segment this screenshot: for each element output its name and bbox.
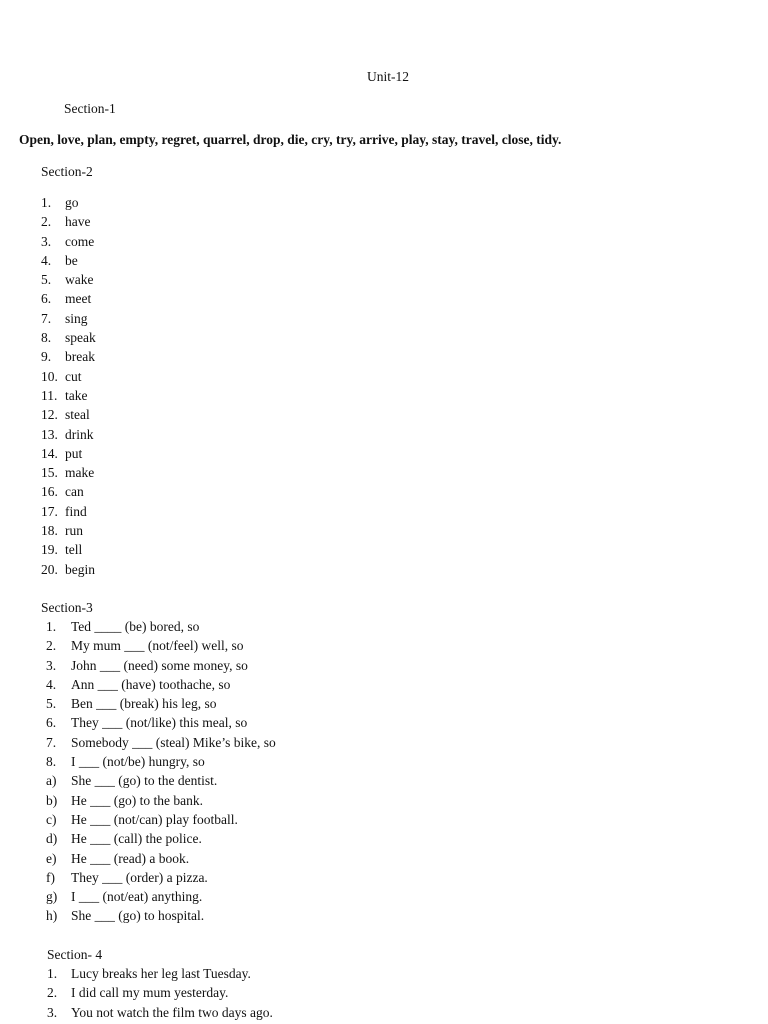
- item-number: 6.: [46, 715, 57, 731]
- item-text: She ___ (go) to hospital.: [71, 908, 205, 924]
- list-item: [46, 656, 276, 675]
- item-text: Ben ___ (break) his leg, so: [71, 696, 217, 712]
- item-text: He ___ (go) to the bank.: [71, 792, 203, 808]
- list-item: [46, 733, 276, 752]
- item-number: 2.: [47, 985, 58, 1001]
- list-item: [41, 405, 96, 424]
- item-text: sing: [65, 310, 88, 326]
- list-item: [41, 502, 96, 521]
- list-item: [41, 289, 96, 308]
- list-item: [41, 425, 96, 444]
- item-number: 15.: [41, 465, 58, 481]
- item-number: 4.: [41, 252, 52, 268]
- list-item: [41, 232, 96, 251]
- item-text: He ___ (call) the police.: [71, 831, 202, 847]
- item-text: He ___ (read) a book.: [71, 850, 190, 866]
- item-number: 3.: [41, 233, 52, 249]
- list-item: [41, 309, 96, 328]
- item-number: 19.: [41, 542, 58, 558]
- list-item: [41, 386, 96, 405]
- list-item: [46, 849, 276, 868]
- page-title: Unit-12: [367, 69, 409, 84]
- section-2-list: [41, 193, 96, 579]
- item-letter: a): [46, 773, 57, 789]
- item-letter: h): [46, 908, 58, 924]
- list-item: [46, 887, 276, 906]
- item-text: run: [65, 523, 83, 539]
- list-item: [46, 617, 276, 636]
- section-4-heading: Section- 4: [47, 947, 103, 962]
- section-3-heading: Section-3: [41, 600, 93, 615]
- section-4-list: [47, 964, 273, 1022]
- item-number: 5.: [46, 696, 57, 712]
- item-letter: g): [46, 889, 58, 905]
- item-text: Ted ____ (be) bored, so: [71, 619, 200, 634]
- list-item: [41, 347, 96, 366]
- item-number: 14.: [41, 445, 58, 461]
- section-3-list: [46, 617, 276, 926]
- item-text: He ___ (not/can) play football.: [71, 811, 238, 827]
- section-2-heading: Section-2: [41, 164, 93, 179]
- list-item: [41, 444, 96, 463]
- item-text: I ___ (not/eat) anything.: [71, 889, 203, 905]
- list-item: [46, 752, 276, 771]
- list-item: [41, 193, 96, 212]
- item-text: speak: [65, 330, 96, 346]
- list-item: [41, 463, 96, 482]
- item-text: can: [65, 484, 84, 500]
- item-text: steal: [65, 407, 90, 423]
- list-item: [46, 791, 276, 810]
- item-number: 8.: [46, 754, 57, 770]
- item-number: 18.: [41, 523, 58, 539]
- item-text: wake: [65, 272, 94, 288]
- list-item: [41, 482, 96, 501]
- item-number: 4.: [46, 676, 57, 692]
- item-text: Ann ___ (have) toothache, so: [71, 676, 231, 692]
- item-text: Somebody ___ (steal) Mike’s bike, so: [71, 734, 276, 750]
- item-number: 6.: [41, 291, 52, 307]
- item-text: have: [65, 214, 91, 230]
- item-text: break: [65, 349, 95, 365]
- item-text: drink: [65, 426, 94, 442]
- item-text: come: [65, 233, 95, 249]
- item-number: 3.: [47, 1004, 58, 1020]
- list-item: [41, 521, 96, 540]
- item-text: go: [65, 195, 79, 210]
- list-item: [47, 1003, 273, 1022]
- item-text: make: [65, 465, 95, 481]
- list-item: [41, 270, 96, 289]
- item-number: 13.: [41, 426, 58, 442]
- list-item: [46, 868, 276, 887]
- item-number: 7.: [46, 734, 57, 750]
- item-text: take: [65, 387, 88, 403]
- item-number: 2.: [41, 214, 52, 230]
- list-item: [46, 713, 276, 732]
- item-text: They ___ (not/like) this meal, so: [71, 715, 248, 731]
- list-item: [41, 212, 96, 231]
- item-letter: e): [46, 850, 57, 866]
- item-text: tell: [65, 542, 83, 558]
- item-letter: f): [46, 869, 55, 885]
- list-item: [41, 251, 96, 270]
- list-item: [47, 983, 273, 1002]
- list-item: [41, 540, 96, 559]
- item-number: 3.: [46, 657, 57, 673]
- list-item: [46, 829, 276, 848]
- section-1-heading: Section-1: [64, 101, 116, 116]
- item-letter: c): [46, 811, 57, 827]
- item-number: 17.: [41, 503, 58, 519]
- item-text: put: [65, 445, 83, 461]
- item-number: 8.: [41, 330, 52, 346]
- item-number: 10.: [41, 368, 58, 384]
- item-number: 1.: [41, 195, 52, 210]
- item-number: 9.: [41, 349, 52, 365]
- item-text: find: [65, 503, 87, 519]
- item-text: Lucy breaks her leg last Tuesday.: [71, 966, 251, 981]
- item-text: I did call my mum yesterday.: [71, 985, 229, 1001]
- item-number: 20.: [41, 561, 58, 577]
- item-number: 7.: [41, 310, 52, 326]
- item-text: My mum ___ (not/feel) well, so: [71, 638, 244, 654]
- list-item: [46, 771, 276, 790]
- item-number: 16.: [41, 484, 58, 500]
- item-text: be: [65, 252, 78, 268]
- list-item: [46, 906, 276, 925]
- item-number: 12.: [41, 407, 58, 423]
- list-item: [41, 328, 96, 347]
- list-item: [46, 694, 276, 713]
- item-number: 1.: [46, 619, 57, 634]
- item-text: begin: [65, 561, 95, 577]
- item-number: 2.: [46, 638, 57, 654]
- list-item: [46, 636, 276, 655]
- item-number: 1.: [47, 966, 58, 981]
- item-text: She ___ (go) to the dentist.: [71, 773, 218, 789]
- section-1-verb-list: Open, love, plan, empty, regret, quarrel, drop, die, cry, try, arrive, play, stay, travel, close, tidy.: [19, 132, 562, 147]
- item-text: John ___ (need) some money, so: [71, 657, 248, 673]
- list-item: [41, 560, 96, 579]
- list-item: [46, 675, 276, 694]
- item-text: meet: [65, 291, 92, 307]
- list-item: [46, 810, 276, 829]
- item-text: cut: [65, 368, 82, 384]
- item-number: 11.: [41, 387, 58, 403]
- list-item: [41, 367, 96, 386]
- item-text: I ___ (not/be) hungry, so: [71, 754, 205, 770]
- item-text: You not watch the film two days ago.: [71, 1004, 273, 1020]
- item-letter: d): [46, 831, 58, 847]
- list-item: [47, 964, 273, 983]
- item-letter: b): [46, 792, 58, 808]
- item-text: They ___ (order) a pizza.: [71, 869, 208, 885]
- item-number: 5.: [41, 272, 52, 288]
